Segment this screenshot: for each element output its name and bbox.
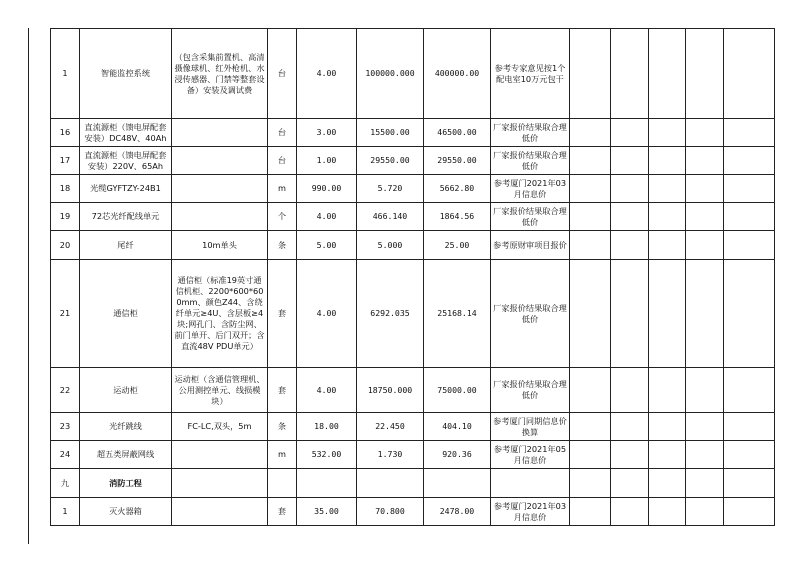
cell-spec — [172, 498, 268, 526]
cell-qty: 532.00 — [297, 441, 357, 469]
cell-price: 1.730 — [357, 441, 424, 469]
cell-empty — [611, 231, 649, 260]
cell-empty — [724, 119, 775, 147]
cell-spec — [172, 203, 268, 231]
cell-empty — [649, 29, 686, 119]
table-row — [51, 119, 775, 147]
cell-note: 厂家报价结果取合理低价 — [491, 119, 570, 147]
cell-empty — [649, 441, 686, 469]
cell-empty — [686, 498, 724, 526]
cell-note: 参考原财审项目报价 — [491, 231, 570, 260]
cell-name: 灭火器箱 — [80, 498, 172, 526]
cell-spec: 通信柜（标准19英寸通信机柜、2200*600*600mm、颜色Z44、含绕纤单元≥4U、含层板≥4块;网孔门、含防尘网、前门单开、后门双开；含直流48V PDU单元） — [172, 260, 268, 368]
table-row — [51, 260, 775, 368]
cell-unit: 台 — [268, 147, 297, 175]
table-row — [51, 231, 775, 260]
cell-no: 16 — [51, 119, 80, 147]
cell-empty — [686, 260, 724, 368]
cell-total: 46500.00 — [424, 119, 491, 147]
cell-empty — [570, 175, 611, 203]
cell-note: 参考专家意见按1个配电室10万元包干 — [491, 29, 570, 119]
cell-name: 运动柜 — [80, 368, 172, 413]
section-title: 消防工程 — [80, 469, 172, 498]
cell-name: 72芯光纤配线单元 — [80, 203, 172, 231]
cell-empty — [611, 203, 649, 231]
cell-spec: 运动柜（含通信管理机、公用测控单元、线损模块） — [172, 368, 268, 413]
cell-total: 29550.00 — [424, 147, 491, 175]
cell-qty — [297, 469, 357, 498]
cell-empty — [724, 29, 775, 119]
cell-empty — [686, 231, 724, 260]
cell-total: 2478.00 — [424, 498, 491, 526]
cell-price: 15500.00 — [357, 119, 424, 147]
cell-price: 29550.00 — [357, 147, 424, 175]
cell-empty — [649, 203, 686, 231]
cell-qty: 5.00 — [297, 231, 357, 260]
cell-price: 5.720 — [357, 175, 424, 203]
cell-spec: 10m单头 — [172, 231, 268, 260]
cell-empty — [724, 175, 775, 203]
cell-price: 466.140 — [357, 203, 424, 231]
cell-spec: （包含采集前置机、高清摄像球机、红外枪机、水浸传感器、门禁等整套设备）安装及调试费 — [172, 29, 268, 119]
budget-table — [50, 28, 775, 526]
cell-qty: 4.00 — [297, 203, 357, 231]
cell-name: 尾纤 — [80, 231, 172, 260]
cell-empty — [570, 203, 611, 231]
cell-empty — [611, 441, 649, 469]
cell-note: 参考厦门同期信息价换算 — [491, 413, 570, 441]
cell-total: 920.36 — [424, 441, 491, 469]
cell-unit — [268, 469, 297, 498]
cell-empty — [570, 147, 611, 175]
table-row — [51, 413, 775, 441]
cell-qty: 4.00 — [297, 260, 357, 368]
cell-empty — [570, 119, 611, 147]
cell-empty — [686, 368, 724, 413]
cell-empty — [611, 175, 649, 203]
cell-empty — [724, 231, 775, 260]
cell-price: 22.450 — [357, 413, 424, 441]
cell-empty — [570, 260, 611, 368]
cell-price: 6292.035 — [357, 260, 424, 368]
cell-empty — [611, 147, 649, 175]
cell-unit: 套 — [268, 260, 297, 368]
cell-no: 24 — [51, 441, 80, 469]
cell-empty — [611, 260, 649, 368]
cell-empty — [686, 147, 724, 175]
cell-total: 5662.80 — [424, 175, 491, 203]
table-row — [51, 498, 775, 526]
cell-name: 直流源柜（馈电屏配套安装）DC48V、40Ah — [80, 119, 172, 147]
cell-no: 20 — [51, 231, 80, 260]
table-row — [51, 368, 775, 413]
cell-price: 70.800 — [357, 498, 424, 526]
cell-no: 九 — [51, 469, 80, 498]
cell-spec: FC-LC,双头，5m — [172, 413, 268, 441]
cell-price: 5.000 — [357, 231, 424, 260]
cell-spec — [172, 147, 268, 175]
cell-unit: m — [268, 441, 297, 469]
cell-name: 光缆GYFTZY-24B1 — [80, 175, 172, 203]
cell-empty — [724, 498, 775, 526]
cell-note — [491, 469, 570, 498]
cell-unit: m — [268, 175, 297, 203]
cell-empty — [570, 413, 611, 441]
cell-empty — [649, 231, 686, 260]
cell-empty — [611, 119, 649, 147]
cell-empty — [649, 147, 686, 175]
cell-note: 厂家报价结果取合理低价 — [491, 368, 570, 413]
cell-spec — [172, 119, 268, 147]
cell-empty — [570, 29, 611, 119]
cell-total — [424, 469, 491, 498]
cell-spec — [172, 175, 268, 203]
cell-note: 厂家报价结果取合理低价 — [491, 147, 570, 175]
cell-empty — [686, 441, 724, 469]
cell-empty — [611, 368, 649, 413]
table-row — [51, 441, 775, 469]
cell-unit: 条 — [268, 231, 297, 260]
cell-qty: 1.00 — [297, 147, 357, 175]
cell-total: 25168.14 — [424, 260, 491, 368]
cell-note: 厂家报价结果取合理低价 — [491, 203, 570, 231]
section-row — [51, 469, 775, 498]
cell-empty — [611, 29, 649, 119]
cell-name: 智能监控系统 — [80, 29, 172, 119]
cell-empty — [724, 203, 775, 231]
cell-empty — [611, 469, 649, 498]
cell-empty — [724, 441, 775, 469]
cell-price: 100000.000 — [357, 29, 424, 119]
cell-empty — [686, 203, 724, 231]
cell-no: 18 — [51, 175, 80, 203]
cell-total: 404.10 — [424, 413, 491, 441]
cell-note: 参考厦门2021年03月信息价 — [491, 175, 570, 203]
cell-unit: 台 — [268, 29, 297, 119]
cell-empty — [686, 29, 724, 119]
cell-qty: 3.00 — [297, 119, 357, 147]
cell-empty — [686, 413, 724, 441]
table-row — [51, 147, 775, 175]
cell-empty — [724, 260, 775, 368]
cell-empty — [570, 469, 611, 498]
cell-unit: 套 — [268, 498, 297, 526]
page-margin-rule — [28, 28, 29, 544]
cell-empty — [686, 119, 724, 147]
cell-note: 参考厦门2021年03月信息价 — [491, 498, 570, 526]
cell-no: 19 — [51, 203, 80, 231]
cell-note: 厂家报价结果取合理低价 — [491, 260, 570, 368]
cell-empty — [611, 498, 649, 526]
cell-empty — [686, 469, 724, 498]
cell-empty — [570, 231, 611, 260]
cell-no: 23 — [51, 413, 80, 441]
cell-empty — [649, 469, 686, 498]
cell-name: 通信柜 — [80, 260, 172, 368]
cell-empty — [649, 175, 686, 203]
cell-unit: 个 — [268, 203, 297, 231]
cell-spec — [172, 469, 268, 498]
cell-empty — [686, 175, 724, 203]
cell-empty — [724, 147, 775, 175]
cell-empty — [611, 413, 649, 441]
cell-empty — [570, 368, 611, 413]
cell-empty — [570, 498, 611, 526]
cell-unit: 条 — [268, 413, 297, 441]
cell-qty: 4.00 — [297, 368, 357, 413]
cell-unit: 台 — [268, 119, 297, 147]
cell-empty — [724, 413, 775, 441]
cell-empty — [649, 368, 686, 413]
cell-no: 1 — [51, 29, 80, 119]
cell-price — [357, 469, 424, 498]
cell-empty — [724, 368, 775, 413]
cell-qty: 35.00 — [297, 498, 357, 526]
cell-no: 17 — [51, 147, 80, 175]
cell-price: 18750.000 — [357, 368, 424, 413]
table-row — [51, 175, 775, 203]
cell-total: 25.00 — [424, 231, 491, 260]
cell-name: 超五类屏蔽网线 — [80, 441, 172, 469]
cell-empty — [649, 413, 686, 441]
cell-name: 直流源柜（馈电屏配套安装）220V、65Ah — [80, 147, 172, 175]
cell-name: 光纤跳线 — [80, 413, 172, 441]
cell-empty — [724, 469, 775, 498]
cell-empty — [649, 119, 686, 147]
cell-no: 1 — [51, 498, 80, 526]
cell-no: 22 — [51, 368, 80, 413]
cell-total: 1864.56 — [424, 203, 491, 231]
cell-empty — [649, 260, 686, 368]
table-row — [51, 29, 775, 119]
cell-total: 75000.00 — [424, 368, 491, 413]
cell-spec — [172, 441, 268, 469]
cell-qty: 4.00 — [297, 29, 357, 119]
cell-empty — [570, 441, 611, 469]
cell-qty: 18.00 — [297, 413, 357, 441]
cell-no: 21 — [51, 260, 80, 368]
cell-note: 参考厦门2021年05月信息价 — [491, 441, 570, 469]
cell-empty — [649, 498, 686, 526]
cell-qty: 990.00 — [297, 175, 357, 203]
cell-total: 400000.00 — [424, 29, 491, 119]
cell-unit: 套 — [268, 368, 297, 413]
table-row — [51, 203, 775, 231]
